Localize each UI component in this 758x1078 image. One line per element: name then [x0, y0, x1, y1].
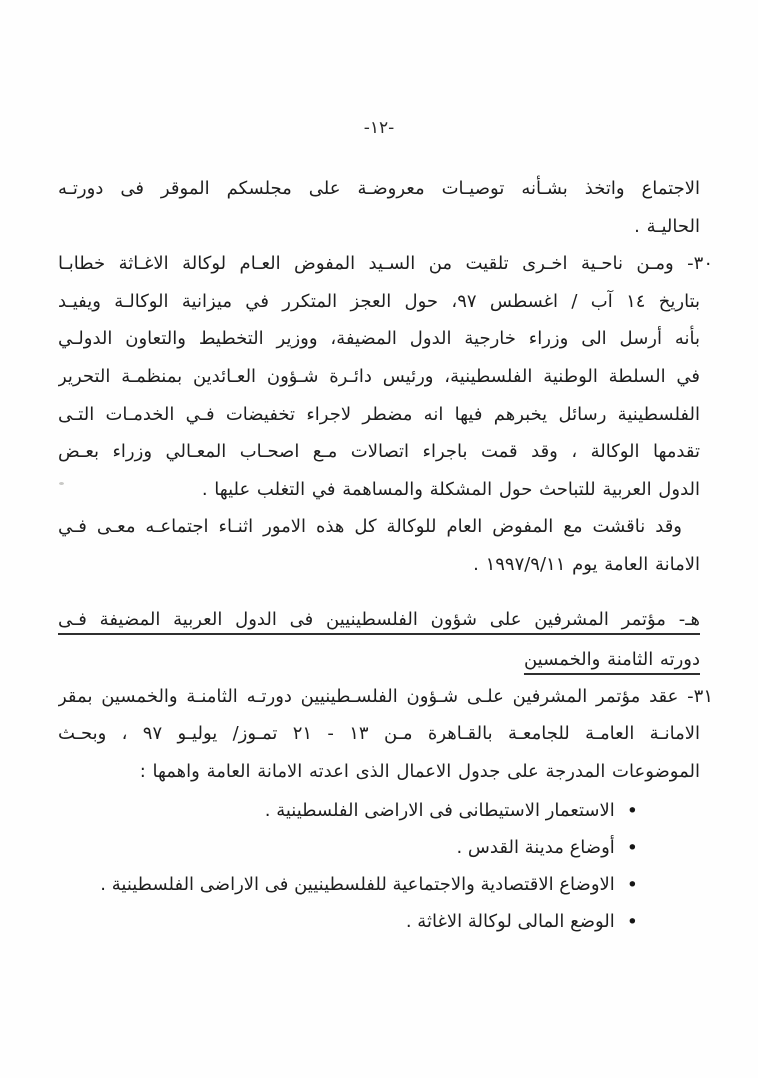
page-number: -١٢- — [363, 118, 395, 138]
bullet-icon: • — [626, 800, 638, 823]
paragraph-item-31 — [58, 678, 713, 791]
text-line: بأنه أرسل الى وزراء خارجية الدول المضيفة، ووزير التخطيط والتعاون الدولـي — [58, 328, 700, 350]
text-line: الفلسطينية رسائل يخبرهم فيها انه مضطر لاجراء تخفيضات فـي الخدمـات التـى — [58, 403, 700, 425]
document-body — [58, 170, 713, 940]
scan-speck — [59, 482, 64, 485]
text-line: ٣١- عقد مؤتمر المشرفين علـى شـؤون الفلسـطينيين دورتـه الثامنـة والخمسين بمقر — [58, 685, 713, 707]
text-line: الموضوعات المدرجة على جدول الاعمال الذى اعدته الامانة العامة واهمها : — [139, 760, 700, 782]
text-line: الاجتماع واتخذ بشـأنه توصيـات معروضـة على مجلسكم الموقر فى دورتـه — [58, 178, 700, 199]
bullet-item — [58, 866, 638, 903]
bullet-text: أوضاع مدينة القدس . — [456, 837, 615, 859]
text-line: بتاريخ ١٤ آب / اغسطس ٩٧، حول العجز المتكرر في ميزانية الوكالـة ويفيـد — [58, 290, 700, 312]
text-line: الامانة العامة يوم ١٩٩٧/٩/١١ . — [473, 553, 700, 575]
bullet-icon: • — [626, 874, 638, 897]
text-line: الامانـة العامـة للجامعـة بالقـاهرة مـن ١٣ - ٢١ تمـوز/ يوليـو ٩٧ ، وبحـث — [58, 723, 700, 745]
bullet-item — [58, 903, 638, 940]
paragraph-intro-continuation — [58, 170, 700, 245]
paragraph-discussion — [58, 508, 700, 583]
text-line: في السلطة الوطنية الفلسطينية، ورئيس دائـرة شـؤون العـائدين بمنظمـة التحرير — [58, 365, 700, 387]
bullet-text: الاستعمار الاستيطانى فى الاراضى الفلسطينية . — [264, 800, 615, 822]
paragraph-item-30 — [58, 245, 713, 508]
bullet-text: الوضع المالى لوكالة الاغاثة . — [405, 911, 615, 933]
bullet-icon: • — [626, 837, 638, 860]
heading-line: دورته الثامنة والخمسين — [523, 648, 700, 670]
bullet-item — [58, 829, 638, 866]
text-line: الدول العربية للتباحث حول المشكلة والمساهمة في التغلب عليها . — [201, 478, 700, 500]
text-line: وقد ناقشت مع المفوض العام للوكالة كل هذه الامور اثنـاء اجتماعـه معـى فـي — [58, 516, 682, 538]
bullet-item — [58, 792, 638, 829]
bullet-text: الاوضاع الاقتصادية والاجتماعية للفلسطينيين فى الاراضى الفلسطينية . — [100, 874, 615, 896]
section-heading-e — [58, 600, 700, 680]
text-line: الحاليـة . — [634, 215, 700, 237]
agenda-bullet-list — [58, 792, 700, 940]
text-line: ٣٠- ومـن ناحـية اخـرى تلقيت من السـيد المفوض العـام لوكالة الاغـاثة خطابـا — [58, 253, 713, 275]
heading-line: هـ- مؤتمر المشرفين على شؤون الفلسطينيين فى الدول العربية المضيفة فـى — [58, 608, 700, 630]
text-line: تقدمها الوكالة ، وقد قمت باجراء اتصالات مـع اصحـاب المعـالي وزراء بعـض — [58, 441, 700, 463]
bullet-icon: • — [626, 911, 638, 934]
